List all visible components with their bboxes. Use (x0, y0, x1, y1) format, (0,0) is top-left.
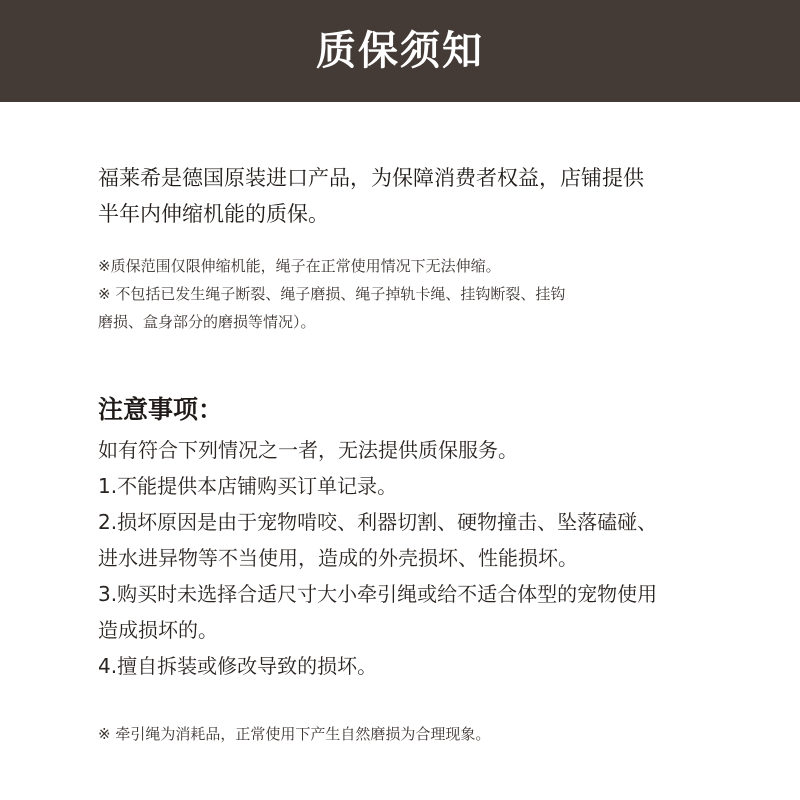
header-banner (0, 0, 800, 102)
precaution-line: 2.损坏原因是由于宠物啃咬、利器切割、硬物撞击、坠落磕碰、 (98, 510, 658, 534)
precaution-line: 进水进异物等不当使用，造成的外壳损坏、性能损坏。 (98, 546, 578, 570)
precaution-line: 4.擅自拆装或修改导致的损坏。 (98, 654, 378, 678)
precaution-line: 如有符合下列情况之一者，无法提供质保服务。 (98, 438, 518, 462)
precaution-line: 3.购买时未选择合适尺寸大小牵引绳或给不适合体型的宠物使用 (98, 582, 658, 606)
intro-line-2: 半年内伸缩机能的质保。 (98, 202, 329, 226)
note-line: ※质保范围仅限伸缩机能，绳子在正常使用情况下无法伸缩。 (98, 257, 501, 275)
precaution-line: 1.不能提供本店铺购买订单记录。 (98, 474, 398, 498)
note-line: ※ 不包括已发生绳子断裂、绳子磨损、绳子掉轨卡绳、挂钩断裂、挂钩 (98, 285, 566, 303)
footer-note: ※ 牵引绳为消耗品，正常使用下产生自然磨损为合理现象。 (98, 725, 491, 743)
main-content (98, 160, 738, 684)
precautions-list (98, 432, 738, 684)
intro-paragraph (98, 160, 738, 232)
precaution-line: 造成损坏的。 (98, 618, 218, 642)
warranty-notes (98, 252, 738, 336)
precautions-heading: 注意事项： (98, 395, 224, 424)
page-title: 质保须知 (316, 28, 484, 74)
intro-line-1: 福莱希是德国原装进口产品，为保障消费者权益，店铺提供 (98, 166, 644, 190)
note-line: 磨损、盒身部分的磨损等情况）。 (98, 313, 316, 331)
